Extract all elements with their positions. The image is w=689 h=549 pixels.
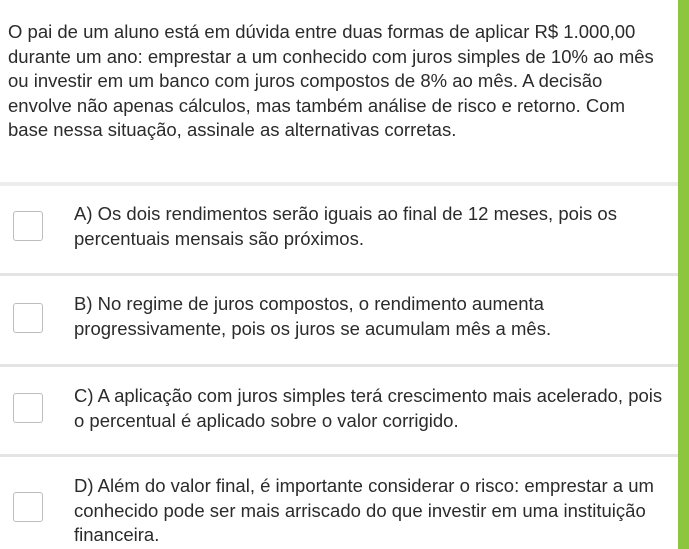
accent-bar [678,0,689,549]
option-a[interactable] [0,186,678,276]
option-b-label: B) No regime de juros compostos, o rendimento aumenta progressivamente, pois os juros se acumulam mês a mês. [74,293,552,339]
option-c-checkbox[interactable] [13,393,43,423]
option-c[interactable] [0,367,678,457]
option-d[interactable] [0,457,678,549]
option-c-label: C) A aplicação com juros simples terá crescimento mais acelerado, pois o percentual é aplicado sobre o valor corrigido. [74,385,663,431]
option-b[interactable] [0,276,678,367]
option-b-checkbox[interactable] [13,303,43,333]
option-d-checkbox[interactable] [13,492,43,522]
option-a-label: A) Os dois rendimentos serão iguais ao final de 12 meses, pois os percentuais mensais são próximos. [74,203,617,249]
option-a-checkbox[interactable] [13,211,43,241]
option-d-label: D) Além do valor final, é importante considerar o risco: emprestar a um conhecido pode ser mais arriscado do que investir em uma instituição financeira. [74,475,654,546]
question-text: O pai de um aluno está em dúvida entre duas formas de aplicar R$ 1.000,00 durante um ano: emprestar a um conhecido com juros simples de 10% ao mês ou investir em um banco com juros compostos de 8% ao mês. A decisão envolve não apenas cálculos, mas também análise de risco e retorno. Com base nessa situação, assinale as alternativas corretas. [0,0,678,186]
